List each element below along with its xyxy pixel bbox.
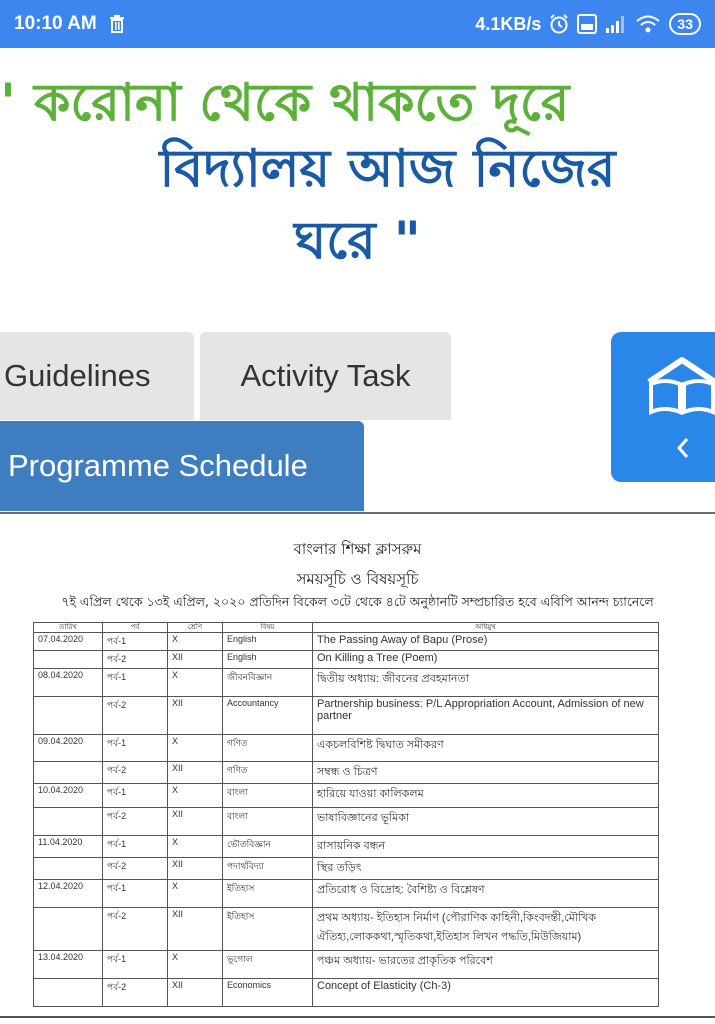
cell-topic: দ্বিতীয় অধ্যায়: জীবনের প্রবহমানতা	[313, 669, 659, 697]
cell-date: 07.04.2020	[34, 633, 103, 651]
cell-class: XII	[168, 908, 223, 951]
bottom-divider	[0, 1016, 715, 1018]
status-right	[475, 13, 701, 35]
cell-topic: On Killing a Tree (Poem)	[313, 651, 659, 669]
cell-date	[34, 697, 103, 735]
cell-class: X	[168, 951, 223, 979]
cell-class: XII	[168, 762, 223, 784]
headline-line-3: ঘরে "	[294, 211, 421, 271]
table-row	[34, 762, 659, 784]
cell-part: পর্ব-2	[103, 858, 168, 880]
wifi-icon	[635, 14, 661, 34]
cell-subject: পদার্থবিদ্যা	[223, 858, 313, 880]
cell-class: XII	[168, 808, 223, 836]
table-row	[34, 858, 659, 880]
cell-topic: স্থির তড়িৎ	[313, 858, 659, 880]
volte-icon	[577, 14, 597, 34]
cell-topic: প্রতিরোধ ও বিদ্রোহ: বৈশিষ্ট্য ও বিশ্লেষণ	[313, 880, 659, 908]
cell-subject: গণিত	[223, 762, 313, 784]
cell-subject: ইতিহাস	[223, 880, 313, 908]
book-icon	[645, 354, 715, 422]
cell-class: X	[168, 633, 223, 651]
chevron-left-icon[interactable]	[675, 436, 691, 464]
cell-date: 09.04.2020	[34, 735, 103, 762]
table-row	[34, 979, 659, 1007]
cell-subject: জীবনবিজ্ঞান	[223, 669, 313, 697]
cell-part: পর্ব-1	[103, 880, 168, 908]
signal-icon	[605, 15, 627, 33]
cell-part: পর্ব-1	[103, 836, 168, 858]
cell-date: 13.04.2020	[34, 951, 103, 979]
cell-date: 10.04.2020	[34, 784, 103, 808]
cell-subject: ভূগোল	[223, 951, 313, 979]
cell-part: পর্ব-2	[103, 908, 168, 951]
cell-topic: রাসায়নিক বন্ধন	[313, 836, 659, 858]
header-subject: বিষয়	[223, 623, 313, 633]
cell-date	[34, 979, 103, 1007]
cell-subject: ইতিহাস	[223, 908, 313, 951]
headline-line-2: বিদ্যালয় আজ নিজের	[159, 139, 616, 199]
cell-class: X	[168, 836, 223, 858]
cell-class: X	[168, 669, 223, 697]
document-subtitle: সময়সূচি ও বিষয়সূচি	[296, 570, 419, 588]
cell-date	[34, 808, 103, 836]
network-speed: 4.1KB/s	[475, 13, 542, 34]
cell-subject: Accountancy	[223, 697, 313, 735]
table-row	[34, 633, 659, 651]
cell-subject: বাংলা	[223, 808, 313, 836]
cell-class: X	[168, 735, 223, 762]
cell-part: পর্ব-2	[103, 697, 168, 735]
header-class: শ্রেণি	[168, 623, 223, 633]
tab-guidelines[interactable]	[0, 332, 194, 420]
trash-icon	[109, 15, 125, 33]
cell-class: XII	[168, 651, 223, 669]
cell-part: পর্ব-1	[103, 784, 168, 808]
cell-class: XII	[168, 858, 223, 880]
tab-programme-schedule[interactable]	[0, 421, 364, 511]
status-left	[14, 13, 125, 35]
status-bar	[0, 0, 715, 48]
cell-date	[34, 762, 103, 784]
table-row	[34, 908, 659, 951]
cell-topic: হারিয়ে যাওয়া কালিকলম	[313, 784, 659, 808]
cell-subject: Economics	[223, 979, 313, 1007]
document-description: ৭ই এপ্রিল থেকে ১৩ই এপ্রিল, ২০২০ প্রতিদিন বিকেল ৩টে থেকে ৪টে অনুষ্ঠানটি সম্প্রচারিত হবে এবিপি আনন্দ চ্যানেলে	[61, 594, 654, 609]
cell-subject: English	[223, 651, 313, 669]
content-divider	[0, 512, 715, 514]
table-header-row	[34, 623, 659, 633]
tab-activity-task[interactable]	[200, 332, 451, 420]
schedule-table	[33, 622, 659, 1007]
cell-subject: English	[223, 633, 313, 651]
cell-class: X	[168, 784, 223, 808]
cell-part: পর্ব-1	[103, 735, 168, 762]
tab-activity-task-label: Activity Task	[240, 358, 411, 393]
cell-subject: গণিত	[223, 735, 313, 762]
cell-date: 11.04.2020	[34, 836, 103, 858]
table-row	[34, 735, 659, 762]
table-row	[34, 808, 659, 836]
cell-part: পর্ব-1	[103, 951, 168, 979]
side-menu-toggle[interactable]	[611, 332, 715, 482]
cell-part: পর্ব-1	[103, 669, 168, 697]
cell-part: পর্ব-2	[103, 979, 168, 1007]
table-row	[34, 784, 659, 808]
cell-date: 12.04.2020	[34, 880, 103, 908]
header-part: পর্ব	[103, 623, 168, 633]
cell-topic: ভাষাবিজ্ঞানের ভূমিকা	[313, 808, 659, 836]
cell-subject: ভৌতবিজ্ঞান	[223, 836, 313, 858]
cell-date	[34, 858, 103, 880]
cell-class: XII	[168, 979, 223, 1007]
cell-class: X	[168, 880, 223, 908]
alarm-icon	[549, 14, 569, 34]
table-row	[34, 880, 659, 908]
cell-topic: একচলবিশিষ্ট দ্বিঘাত সমীকরণ	[313, 735, 659, 762]
cell-subject: বাংলা	[223, 784, 313, 808]
tab-programme-schedule-label: Programme Schedule	[8, 448, 308, 483]
cell-topic: The Passing Away of Bapu (Prose)	[313, 633, 659, 651]
cell-date	[34, 908, 103, 951]
header-date: তারিখ	[34, 623, 103, 633]
cell-part: পর্ব-2	[103, 651, 168, 669]
document-title: বাংলার শিক্ষা ক্লাসরুম	[293, 540, 422, 558]
cell-date: 08.04.2020	[34, 669, 103, 697]
cell-class: XII	[168, 697, 223, 735]
cell-topic: Partnership business: P/L Appropriation Account, Admission of new partner	[313, 697, 659, 735]
table-row	[34, 951, 659, 979]
cell-date	[34, 651, 103, 669]
table-row	[34, 651, 659, 669]
status-time: 10:10 AM	[14, 13, 97, 34]
cell-topic: প্রথম অধ্যায়- ইতিহাস নির্মাণ (পৌরাণিক কাহিনী,কিংবদন্তী,মৌখিক ঐতিহ্য,লোককথা,স্মৃতিকথা,ইতিহাস লিখন পদ্ধতি,মিউজিয়াম)	[313, 908, 659, 951]
cell-topic: পঞ্চম অধ্যায়- ভারতের প্রাকৃতিক পরিবেশ	[313, 951, 659, 979]
table-row	[34, 836, 659, 858]
cell-part: পর্ব-2	[103, 762, 168, 784]
cell-part: পর্ব-1	[103, 633, 168, 651]
tab-guidelines-label: Guidelines	[4, 358, 151, 393]
table-row	[34, 669, 659, 697]
table-row	[34, 697, 659, 735]
cell-topic: সম্বন্ধ ও চিত্রণ	[313, 762, 659, 784]
cell-topic: Concept of Elasticity (Ch-3)	[313, 979, 659, 1007]
header-topic: অধিমুখ	[313, 623, 659, 633]
headline-line-1: ' করোনা থেকে থাকতে দূরে	[0, 73, 570, 133]
cell-part: পর্ব-2	[103, 808, 168, 836]
battery-icon: 33	[669, 13, 701, 35]
